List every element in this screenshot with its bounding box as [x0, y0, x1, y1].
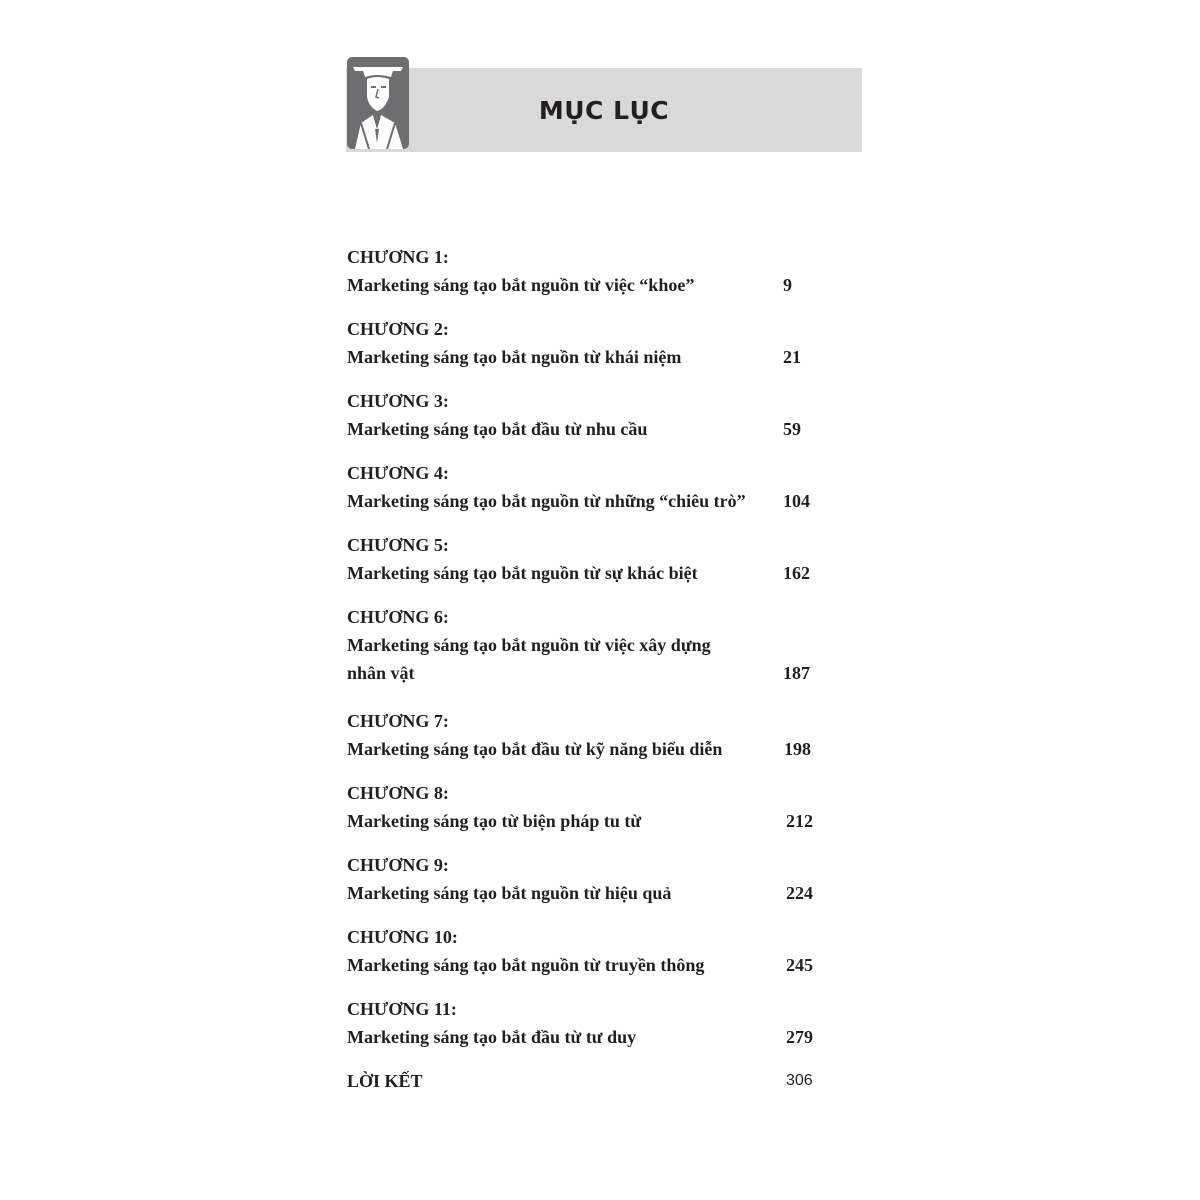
chapter-title: Marketing sáng tạo bắt nguồn từ việc “khoe” [347, 275, 695, 295]
page-number: 9 [783, 275, 792, 295]
chapter-title: Marketing sáng tạo bắt nguồn từ truyền thông [347, 955, 705, 975]
page-number: 279 [786, 1027, 813, 1047]
chapter-label: CHƯƠNG 11: [347, 999, 457, 1019]
chapter-title: Marketing sáng tạo bắt nguồn từ sự khác biệt [347, 563, 698, 583]
toc-entry [347, 923, 847, 979]
chapter-title: Marketing sáng tạo bắt nguồn từ những “chiêu trò” [347, 491, 746, 511]
chapter-title: Marketing sáng tạo từ biện pháp tu từ [347, 811, 642, 831]
page-number: 212 [786, 811, 813, 831]
ending-page-number: 306 [786, 1072, 813, 1089]
chapter-label: CHƯƠNG 6: [347, 607, 449, 627]
page-number: 224 [786, 883, 813, 903]
chapter-title: Marketing sáng tạo bắt đầu từ tư duy [347, 1027, 637, 1047]
toc-entry [347, 387, 847, 443]
chapter-label: CHƯƠNG 4: [347, 463, 449, 483]
toc-entry [347, 531, 847, 587]
chapter-label: CHƯƠNG 9: [347, 855, 449, 875]
page-number: 187 [783, 663, 810, 683]
page-number: 104 [783, 491, 810, 511]
chapter-title: Marketing sáng tạo bắt đầu từ kỹ năng biểu diễn [347, 739, 723, 759]
toc-entry [347, 851, 847, 907]
toc-entry [347, 315, 847, 371]
chapter-title-continued: nhân vật [347, 663, 415, 683]
chapter-label: CHƯƠNG 1: [347, 247, 449, 267]
chapter-label: CHƯƠNG 10: [347, 927, 458, 947]
page-number: 245 [786, 955, 813, 975]
chapter-label: CHƯƠNG 2: [347, 319, 449, 339]
ending-title: LỜI KẾT [347, 1071, 423, 1091]
toc-entry [347, 707, 847, 763]
toc-entry [347, 779, 847, 835]
page-number: 162 [783, 563, 810, 583]
toc-entry [347, 243, 847, 299]
chapter-title: Marketing sáng tạo bắt nguồn từ việc xây dựng [347, 635, 711, 655]
page-title: MỤC LỤC [538, 95, 670, 125]
chapter-title: Marketing sáng tạo bắt đầu từ nhu cầu [347, 419, 648, 439]
chapter-label: CHƯƠNG 7: [347, 711, 449, 731]
toc-entry [347, 995, 847, 1051]
chapter-label: CHƯƠNG 5: [347, 535, 449, 555]
chapter-title: Marketing sáng tạo bắt nguồn từ khái niệm [347, 347, 682, 367]
chapter-title: Marketing sáng tạo bắt nguồn từ hiệu quả [347, 883, 672, 903]
chapter-label: CHƯƠNG 3: [347, 391, 449, 411]
page-number: 21 [783, 347, 801, 367]
page-number: 59 [783, 419, 801, 439]
toc-entry [347, 459, 847, 515]
page-number: 198 [784, 739, 811, 759]
chapter-label: CHƯƠNG 8: [347, 783, 449, 803]
toc-entry [347, 603, 847, 687]
